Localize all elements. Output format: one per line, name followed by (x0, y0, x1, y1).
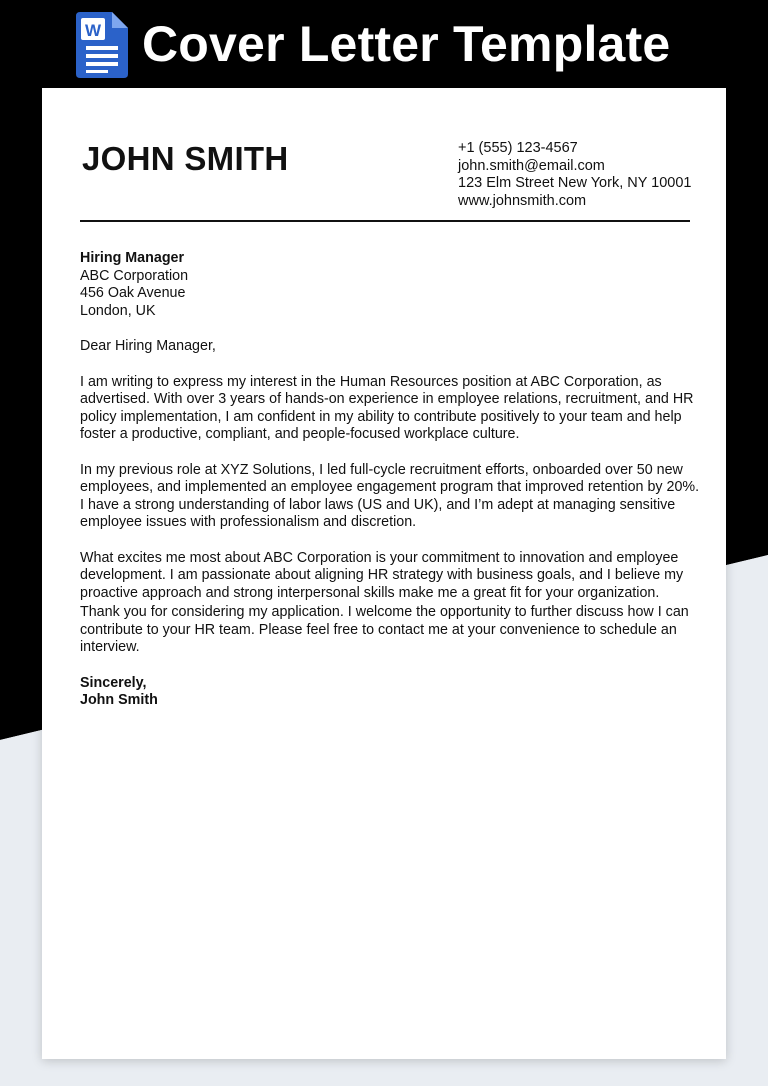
recipient-title: Hiring Manager (80, 250, 185, 266)
body-paragraph: What excites me most about ABC Corporation is your commitment to innovation and employee development. I am passionate about aligning HR strategy with business goals, and I believe my proactive approach and strong interpersonal skills make me a great fit for your organization. (80, 549, 684, 601)
recipient-block (80, 250, 700, 320)
contact-phone: +1 (555) 123-4567 (458, 140, 578, 156)
signature-name: John Smith (80, 692, 158, 708)
contact-website: www.johnsmith.com (458, 192, 587, 209)
salutation: Dear Hiring Manager, (80, 338, 216, 354)
contact-block (458, 140, 691, 210)
recipient-company: ABC Corporation (80, 267, 189, 284)
letter-page (42, 88, 726, 1059)
letter-body (80, 250, 700, 710)
header-divider (80, 220, 690, 222)
contact-email: john.smith@email.com (458, 157, 605, 174)
banner-title: Cover Letter Template (142, 16, 671, 72)
word-document-icon (76, 12, 128, 78)
closing-block (80, 675, 700, 710)
closing-phrase: Sincerely, (80, 674, 147, 691)
body-paragraph: In my previous role at XYZ Solutions, I led full-cycle recruitment efforts, onboarded over 50 new employees, and implemented an employee engagement program that improved retention by 20%. I have a strong understanding of labor laws (US and UK), and I’m adept at managing sensitive employee issues with professionalism and discretion. (80, 461, 700, 530)
body-paragraph: Thank you for considering my application. I welcome the opportunity to further discuss how I can contribute to your HR team. Please feel free to contact me at your convenience to schedule an interview. (80, 604, 689, 655)
contact-address: 123 Elm Street New York, NY 10001 (458, 175, 692, 191)
applicant-name: JOHN SMITH (82, 140, 289, 177)
banner (0, 0, 768, 88)
svg-text:W: W (84, 21, 102, 40)
recipient-city: London, UK (80, 302, 156, 319)
recipient-street: 456 Oak Avenue (80, 285, 186, 301)
body-paragraph: I am writing to express my interest in the Human Resources position at ABC Corporation, as advertised. With over 3 years of hands-on experience in employee relations, recruitment, and HR policy implementation, I am confident in my ability to contribute positively to your team and help foster a productive, compliant, and people-focused workplace culture. (80, 373, 694, 442)
